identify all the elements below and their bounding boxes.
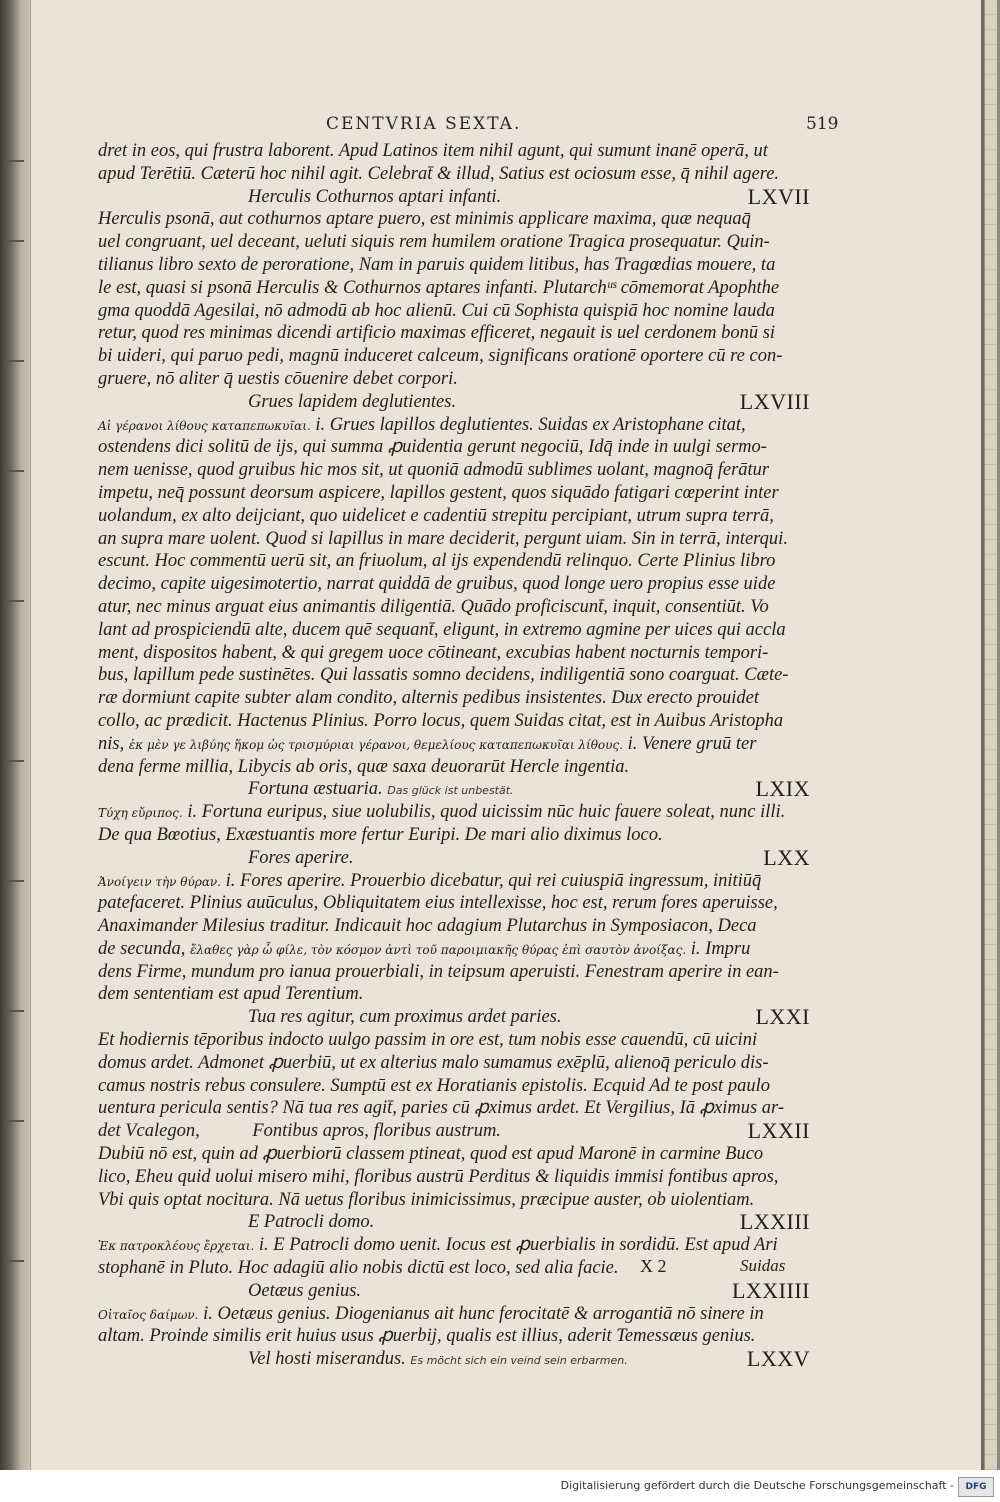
text-segment: impetu, neq̄ possunt deorsum aspicere, lapillos gestent, quos siquādo fatigari cœperint inter bbox=[98, 482, 779, 503]
text-line bbox=[98, 870, 810, 893]
text-segment: i. Venere gruū ter bbox=[627, 733, 757, 754]
signature-mark: X 2 bbox=[640, 1256, 667, 1276]
text-line bbox=[98, 664, 810, 687]
adage-heading bbox=[98, 1348, 810, 1371]
text-line bbox=[98, 915, 810, 938]
text-segment: dem sententiam est apud Terentium. bbox=[98, 984, 364, 1005]
greek-quote: Οἰταῖος δαίμων. bbox=[98, 1307, 199, 1322]
color-scale-bar bbox=[984, 0, 997, 1470]
adage-title: E Patrocli domo. bbox=[248, 1212, 375, 1233]
text-segment: camus nostris rebus consulere. Sumptū est ex Horatianis epistolis. Ecquid Ad te post paulo bbox=[98, 1075, 770, 1096]
text-line bbox=[98, 505, 810, 528]
text-segment: uel congruant, uel deceant, ueluti siquis rem humilem oratione Tragica prosequatur. Quin- bbox=[98, 232, 770, 253]
text-line bbox=[98, 208, 810, 231]
text-line bbox=[98, 801, 810, 824]
text-segment: apud Terētiū. Cæterū hoc nihil agit. Celebrat̄ & illud, Satius est ociosum esse, q̄ nihil agere. bbox=[98, 163, 780, 184]
text-segment: Herculis psonā, aut cothurnos aptare puero, est minimis applicare maxima, quæ nequaq̄ bbox=[98, 209, 751, 230]
text-segment: dens Firme, mundum pro ianua prouerbiali, in teipsum aperuisti. Fenestram aperire in ean- bbox=[98, 961, 779, 982]
running-title: CENTVRIA SEXTA. bbox=[326, 114, 522, 134]
text-segment: Et hodiernis tēporibus indocto uulgo passim in ore est, tum nobis esse cauendū, cū uicini bbox=[98, 1030, 758, 1051]
text-segment: i. E Patrocli domo uenit. Iocus est ꝓuerbialis in sordidū. Est apud Ari bbox=[258, 1235, 778, 1256]
footer bbox=[0, 1470, 1000, 1502]
text-segment: patefaceret. Plinius auūculus, Obliquitatem eius intellexisse, hoc est, rerum fores aperuisse, bbox=[98, 893, 778, 914]
text-segment: bi uideri, qui paruo pedi, magnū induceret calceum, significans orationē oportere cū re con- bbox=[98, 346, 783, 367]
text-segment: retur, quod res minimas dicendi artificio maximas efficeret, negauit is uel cerdonem bonū si bbox=[98, 323, 776, 344]
text-line bbox=[98, 892, 810, 915]
text-line bbox=[98, 1097, 810, 1120]
handwritten-note: Es möcht sich ein veind sein erbarmen. bbox=[410, 1354, 628, 1368]
adage-number: LXVII bbox=[747, 183, 810, 209]
text-segment: dena ferme millia, Libycis ab oris, quæ saxa deuorarūt Hercle ingentia. bbox=[98, 756, 630, 777]
text-line bbox=[98, 1234, 810, 1257]
adage-heading bbox=[98, 1277, 810, 1303]
greek-quote: Τύχη εὔριπος. bbox=[98, 806, 183, 821]
left-page-edge bbox=[0, 0, 30, 1470]
text-segment: dret in eos, qui frustra laborent. Apud Latinos item nihil agunt, qui sumunt inanē operā, ut bbox=[98, 141, 768, 161]
text-line bbox=[98, 368, 810, 391]
adage-title: Tua res agitur, cum proximus ardet paries. bbox=[248, 1007, 562, 1028]
text-segment: Anaximander Milesius traditur. Indicauit hoc adagium Plutarchus in Symposiacon, Deca bbox=[98, 916, 757, 937]
adage-heading bbox=[98, 183, 810, 209]
greek-quote: ἔλαθες γὰρ ὦ φίλε, τὸν κόσμον ἀντὶ τοῦ παροιμιακῆς θύρας ἐπὶ σαυτὸν ἀνοίξας. bbox=[189, 942, 687, 957]
text-line bbox=[98, 687, 810, 710]
text-segment: domus ardet. Admonet ꝓuerbiū, ut ex alterius malo sumamus exēplū, alienoq̄ periculo dis- bbox=[98, 1052, 769, 1073]
text-line bbox=[98, 414, 810, 437]
adage-number: LXVIII bbox=[739, 388, 810, 414]
adage-title: Fontibus apros, floribus austrum. bbox=[252, 1121, 501, 1142]
text-line bbox=[98, 140, 810, 163]
text-line bbox=[98, 983, 810, 1006]
text-line bbox=[98, 573, 810, 596]
catchword: Suidas bbox=[740, 1256, 786, 1275]
text-segment: escunt. Hoc commentū uerū sit, an friuolum, al ijs expendendū relinquo. Certe Plinius libro bbox=[98, 551, 776, 572]
greek-quote: ἐκ μὲν γε λιβύης ἥκομ ὡς τρισμύριαι γέρανοι, θεμελίους καταπεπωκυῖαι λίθους. bbox=[128, 737, 623, 752]
page-number: 519 bbox=[806, 114, 839, 134]
text-lead: nis, bbox=[98, 733, 125, 754]
text-line bbox=[98, 254, 810, 277]
adage-title: Fortuna æstuaria. bbox=[248, 779, 383, 800]
text-line bbox=[98, 1143, 810, 1166]
text-lead: de secunda, bbox=[98, 938, 186, 959]
text-segment: i. Oetæus genius. Diogenianus ait hunc ferocitatē & arrogantiā nō sinere in bbox=[203, 1303, 764, 1324]
adage-number: LXXIII bbox=[739, 1209, 810, 1235]
text-line bbox=[98, 345, 810, 368]
text-line bbox=[98, 322, 810, 345]
text-segment: ostendens dici solitū de ijs, qui summa ꝓuidentia gerunt negociū, Idq̄ inde in uulgi sermo- bbox=[98, 437, 767, 458]
text-segment: bus, lapillum pede sustinētes. Qui lassatis somno decidens, indiligentiā sono coarguat. Cæte- bbox=[98, 665, 789, 686]
greek-quote: Ἀνοίγειν τὴν θύραν. bbox=[98, 874, 222, 889]
text-segment: uolandum, ex alto deijciant, quo uidelicet e cadentiū strepitu percipiant, utrum supra terrā, bbox=[98, 505, 774, 526]
text-segment: nem uenisse, quod gruibus hic mos sit, ut quoniā admodū sublimes uolant, magnoq̄ ferātur bbox=[98, 460, 770, 481]
adage-number: LXXI bbox=[755, 1004, 810, 1030]
text-line bbox=[98, 596, 810, 619]
text-line bbox=[98, 163, 810, 186]
text-segment: decimo, capite uigesimotertio, narrat quiddā de gruibus, quod longe uero propius esse uide bbox=[98, 574, 776, 595]
adage-number: LXXII bbox=[747, 1118, 810, 1144]
adage-title: Oetæus genius. bbox=[248, 1280, 362, 1301]
adage-title: Vel hosti miserandus. bbox=[248, 1349, 406, 1370]
text-line bbox=[98, 733, 810, 756]
text-line bbox=[98, 436, 810, 459]
text-block bbox=[98, 140, 810, 1371]
footer-credit: Digitalisierung gefördert durch die Deutsche Forschungsgemeinschaft - bbox=[560, 1479, 954, 1492]
adage-heading bbox=[98, 1120, 810, 1143]
text-line bbox=[98, 1325, 810, 1348]
text-line bbox=[98, 1052, 810, 1075]
text-line bbox=[98, 528, 810, 551]
text-segment: lant ad prospiciendū alte, ducem quē sequant̄, eligunt, in extremo agmine per uices qui accla bbox=[98, 619, 786, 640]
adage-heading bbox=[98, 1006, 810, 1029]
text-segment: Dubiū nō est, quin ad ꝓuerbiorū classem ptineat, quod est apud Maronē in carmine Buco bbox=[98, 1144, 764, 1165]
text-line bbox=[98, 756, 810, 779]
dfg-logo: DFG bbox=[958, 1477, 994, 1497]
text-line bbox=[98, 1189, 810, 1212]
text-line bbox=[98, 619, 810, 642]
text-segment: i. Fortuna euripus, siue uolubilis, quod uicissim nūc huic fauere soleat, nunc illi. bbox=[187, 802, 786, 823]
text-segment: gruere, nō aliter q̄ uestis cōuenire debet corpori. bbox=[98, 368, 458, 389]
adage-number: LXX bbox=[763, 844, 810, 870]
heading-line-lead: det Vcalegon, bbox=[98, 1121, 200, 1142]
text-line bbox=[98, 277, 810, 300]
adage-title: Herculis Cothurnos aptari infanti. bbox=[248, 186, 502, 207]
text-line bbox=[98, 1075, 810, 1098]
text-segment: tilianus libro sexto de peroratione, Nam in paruis quidem litibus, has Tragœdias mouere, ta bbox=[98, 254, 776, 275]
text-line bbox=[98, 710, 810, 733]
text-segment: De qua Bœotius, Exæstuantis more fertur Euripi. De mari alio diximus loco. bbox=[98, 824, 663, 845]
handwritten-note: Das glück ist unbestät. bbox=[387, 784, 514, 798]
text-line bbox=[98, 642, 810, 665]
text-segment: gma quoddā Agesilai, nō admodū ab hoc alienū. Cui cū Sophista quispiā hoc nomine lauda bbox=[98, 300, 775, 321]
text-segment: ræ dormiunt capite subter alam condito, alternis pedibus insistentes. Dux erecto prouidet bbox=[98, 688, 759, 709]
text-line bbox=[98, 824, 810, 847]
text-line bbox=[98, 231, 810, 254]
text-line bbox=[98, 1303, 810, 1326]
text-segment: lico, Eheu quid uolui misero mihi, floribus austrū Perditus & liquidis immisi fontibus apros, bbox=[98, 1166, 779, 1187]
text-line bbox=[98, 1166, 810, 1189]
text-segment: stophanē in Pluto. Hoc adagiū alio nobis dictū est loco, sed alia facie. bbox=[98, 1258, 619, 1279]
adage-title: Grues lapidem deglutientes. bbox=[248, 391, 457, 412]
text-line bbox=[98, 300, 810, 323]
text-line bbox=[98, 550, 810, 573]
text-segment: i. Impru bbox=[690, 938, 751, 959]
adage-title: Fores aperire. bbox=[248, 847, 354, 868]
text-segment: uentura pericula sentis? Nā tua res agit̄, paries cū ꝓximus ardet. Et Vergilius, Iā ꝓximus ar- bbox=[98, 1098, 785, 1119]
text-line bbox=[98, 961, 810, 984]
text-segment: i. Fores aperire. Prouerbio dicebatur, qui rei cuiuspiā ingressum, initiūq̄ bbox=[225, 870, 762, 891]
adage-heading bbox=[98, 844, 810, 870]
greek-quote: Αἱ γέρανοι λίθους καταπεπωκυῖαι. bbox=[98, 418, 311, 433]
adage-number: LXIX bbox=[755, 776, 810, 802]
text-segment: ment, dispositos habent, & qui gregem uoce cōtineant, excubias habent nocturnis tempori- bbox=[98, 642, 769, 663]
adage-heading bbox=[98, 388, 810, 414]
text-line bbox=[98, 482, 810, 505]
adage-heading bbox=[98, 1211, 810, 1234]
adage-number: LXXIIII bbox=[731, 1277, 810, 1303]
text-segment: atur, nec minus arguat eius animantis diligentiā. Quādo proficiscunt̄, inquit, consentiūt. Vo bbox=[98, 596, 769, 617]
text-segment: altam. Proinde similis erit huius usus ꝓuerbij, qualis est illius, aderit Temessæus genius. bbox=[98, 1326, 756, 1347]
greek-quote: Ἐκ πατροκλέους ἔρχεται. bbox=[98, 1239, 255, 1254]
text-line bbox=[98, 1029, 810, 1052]
text-segment: le est, quasi si psonā Herculis & Cothurnos aptares infanti. Plutarchᵘˢ cōmemorat Apophthe bbox=[98, 277, 780, 298]
text-segment: collo, ac prædicit. Hactenus Plinius. Porro locus, quem Suidas citat, est in Auibus Aristopha bbox=[98, 710, 784, 731]
text-line bbox=[98, 938, 810, 961]
text-segment: Vbi quis optat nocitura. Nā uetus floribus inimicissimus, præcipue auster, ob uiolentiam. bbox=[98, 1189, 755, 1210]
text-segment: i. Grues lapillos deglutientes. Suidas ex Aristophane citat, bbox=[315, 414, 746, 435]
text-line bbox=[98, 1257, 810, 1280]
text-line bbox=[98, 459, 810, 482]
text-segment: an supra mare uolent. Quod si lapillus in mare deciderit, pergunt uiam. Sin in terrā, interqui. bbox=[98, 528, 788, 549]
adage-heading bbox=[98, 778, 810, 801]
adage-number: LXXV bbox=[746, 1346, 810, 1372]
